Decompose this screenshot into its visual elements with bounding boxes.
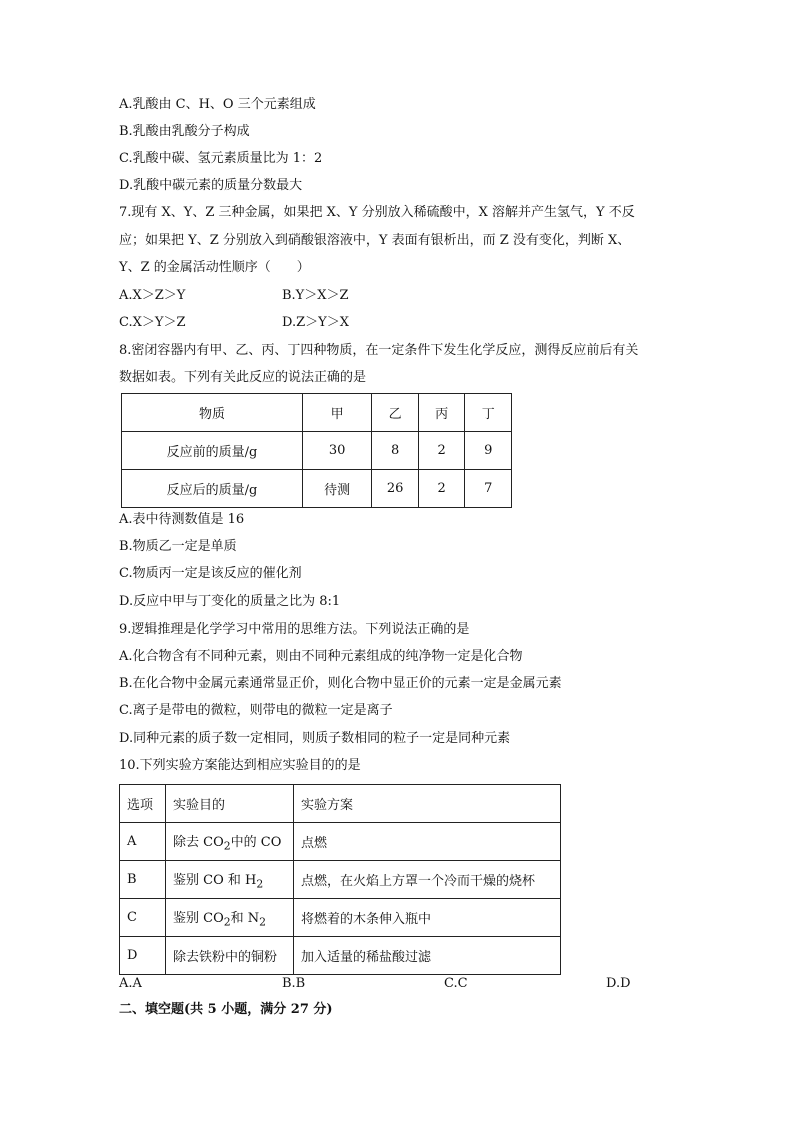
table-cell: 将燃着的木条伸入瓶中 — [294, 899, 561, 937]
q8-option-c: C.物质丙一定是该反应的催化剂 — [119, 566, 302, 581]
q10-option-d: D.D — [606, 976, 631, 991]
table-cell: A — [120, 823, 166, 861]
q9-option-a: A.化合物含有不同种元素，则由不同种元素组成的纯净物一定是化合物 — [119, 649, 523, 664]
table-header-cell: 实验目的 — [166, 785, 294, 823]
q8-option-a: A.表中待测数值是 16 — [119, 512, 245, 527]
table-row — [120, 899, 561, 937]
q8-option-b: B.物质乙一定是单质 — [119, 539, 237, 554]
q6-option-d: D.乳酸中碳元素的质量分数最大 — [119, 178, 303, 193]
q7-stem-line2: 应；如果把 Y、Z 分别放入到硝酸银溶液中，Y 表面有银析出，而 Z 没有变化，判断 X、 — [119, 233, 631, 248]
table-row — [122, 394, 512, 432]
table-header-cell: 甲 — [303, 394, 372, 432]
table-cell: 2 — [418, 470, 465, 508]
table-cell: 26 — [372, 470, 419, 508]
q7-stem-line3: Y、Z 的金属活动性顺序（ ） — [119, 260, 310, 275]
table-cell: 鉴别 $CO_2$和 $N_2$ — [166, 899, 294, 937]
table-cell: 除去 $CO_2$中的 CO — [166, 823, 294, 861]
q8-option-d: D.反应中甲与丁变化的质量之比为 8:1 — [119, 594, 341, 609]
table-row — [120, 937, 561, 975]
table-header-cell: 丁 — [465, 394, 512, 432]
table-cell: 8 — [372, 432, 419, 470]
q10-experiment-table — [119, 784, 561, 975]
q9-option-d: D.同种元素的质子数一定相同，则质子数相同的粒子一定是同种元素 — [119, 731, 511, 746]
table-cell: 9 — [465, 432, 512, 470]
q10-option-c: C.C — [444, 976, 468, 991]
table-row — [122, 432, 512, 470]
table-header-cell: 物质 — [122, 394, 303, 432]
table-row — [120, 823, 561, 861]
table-header-cell: 实验方案 — [294, 785, 561, 823]
q8-stem-line2: 数据如表。下列有关此反应的说法正确的是 — [119, 370, 367, 385]
table-cell: B — [120, 861, 166, 899]
q8-data-table — [121, 393, 512, 508]
q9-stem: 9.逻辑推理是化学学习中常用的思维方法。下列说法正确的是 — [119, 622, 470, 637]
table-header-cell: 选项 — [120, 785, 166, 823]
table-cell: 7 — [465, 470, 512, 508]
q6-option-b: B.乳酸由乳酸分子构成 — [119, 124, 250, 139]
q7-option-b: B.Y＞X＞Z — [282, 288, 349, 303]
q8-stem-line1: 8.密闭容器内有甲、乙、丙、丁四种物质，在一定条件下发生化学反应，测得反应前后有关 — [119, 343, 639, 358]
q9-option-c: C.离子是带电的微粒，则带电的微粒一定是离子 — [119, 703, 393, 718]
table-cell: D — [120, 937, 166, 975]
table-cell: 除去铁粉中的铜粉 — [166, 937, 294, 975]
table-cell: 30 — [303, 432, 372, 470]
q7-option-a: A.X＞Z＞Y — [119, 288, 186, 303]
table-cell: 待测 — [303, 470, 372, 508]
table-cell: 点燃 — [294, 823, 561, 861]
table-header-cell: 丙 — [418, 394, 465, 432]
section-heading: 二、填空题(共 5 小题，满分 27 分) — [119, 1002, 333, 1017]
table-cell: 加入适量的稀盐酸过滤 — [294, 937, 561, 975]
q10-option-b: B.B — [282, 976, 306, 991]
q10-stem: 10.下列实验方案能达到相应实验目的的是 — [119, 758, 361, 773]
table-cell: 反应后的质量/g — [122, 470, 303, 508]
table-header-cell: 乙 — [372, 394, 419, 432]
table-cell: 鉴别 CO 和 $H_2$ — [166, 861, 294, 899]
q6-option-a: A.乳酸由 C、H、O 三个元素组成 — [119, 97, 316, 112]
q7-stem-line1: 7.现有 X、Y、Z 三种金属，如果把 X、Y 分别放入稀硫酸中，X 溶解并产生氢气，Y 不反 — [119, 205, 635, 220]
q7-option-c: C.X＞Y＞Z — [119, 315, 186, 330]
table-cell: 反应前的质量/g — [122, 432, 303, 470]
table-row — [122, 470, 512, 508]
q10-option-a: A.A — [119, 976, 142, 991]
q6-option-c: C.乳酸中碳、氢元素质量比为 1：2 — [119, 151, 323, 166]
table-row — [120, 861, 561, 899]
q9-option-b: B.在化合物中金属元素通常显正价，则化合物中显正价的元素一定是金属元素 — [119, 676, 562, 691]
table-cell: 点燃，在火焰上方罩一个冷而干燥的烧杯 — [294, 861, 561, 899]
table-cell: C — [120, 899, 166, 937]
table-cell: 2 — [418, 432, 465, 470]
q7-option-d: D.Z＞Y＞X — [282, 315, 349, 330]
table-row — [120, 785, 561, 823]
